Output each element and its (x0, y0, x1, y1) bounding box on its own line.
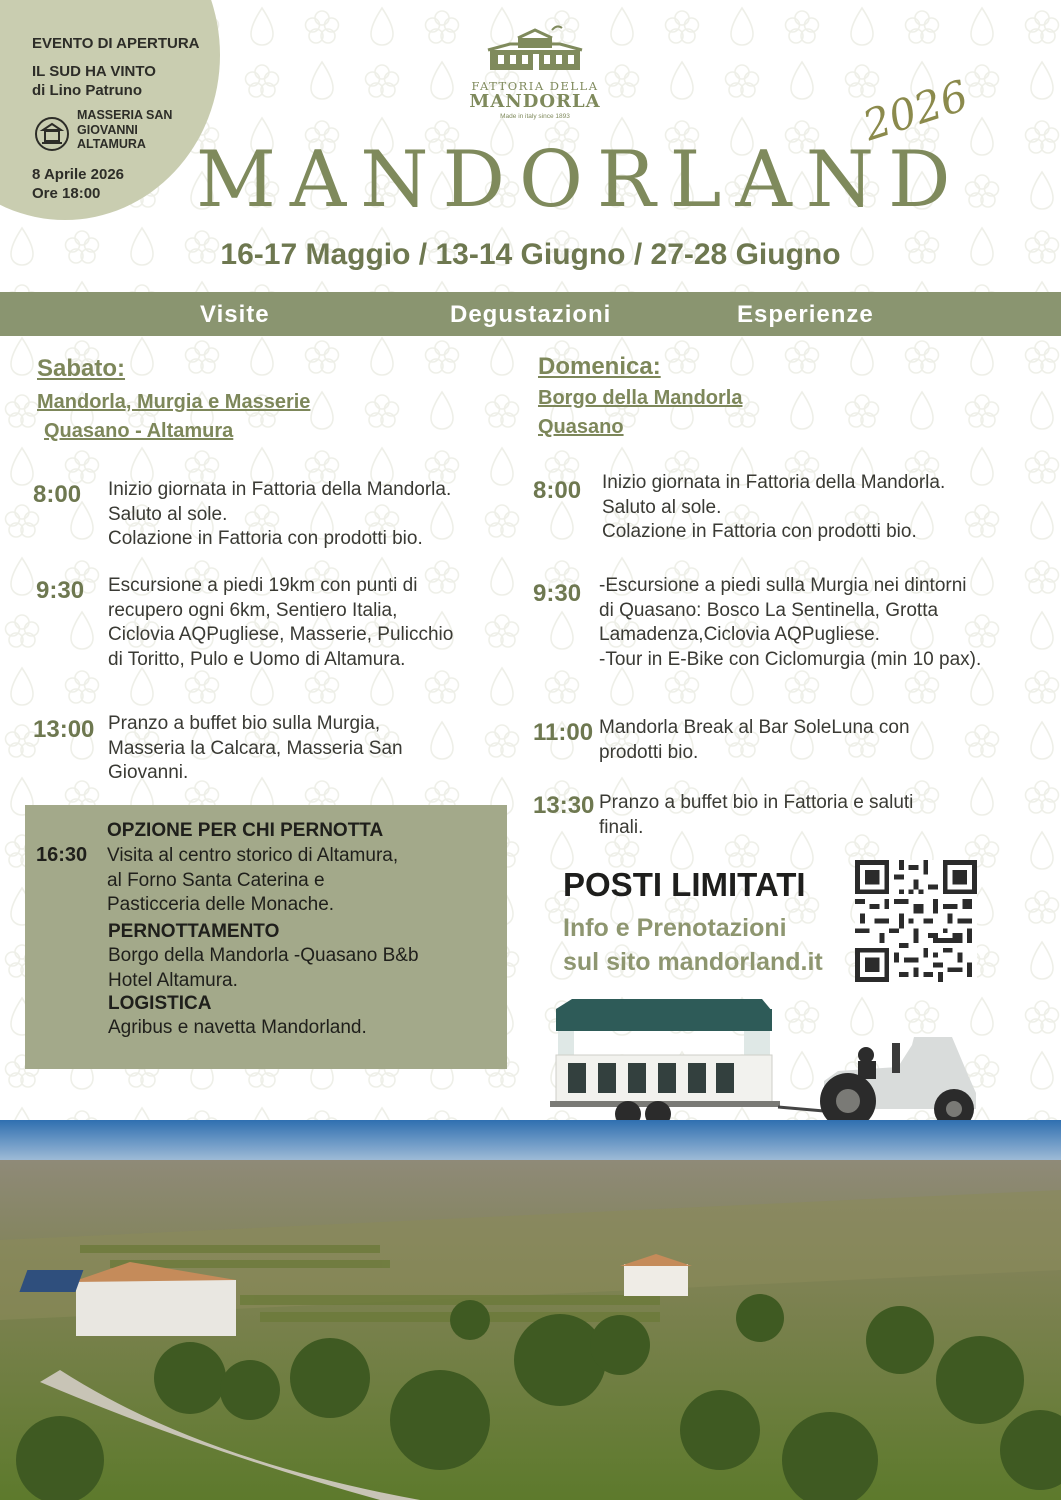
saturday-theme: Mandorla, Murgia e Masserie (37, 391, 311, 413)
logistica-text: Agribus e navetta Mandorland. (108, 1017, 367, 1038)
logistica-heading: LOGISTICA (108, 993, 212, 1014)
sunday-time: 8:00 (533, 477, 582, 504)
sunday-place: Quasano (538, 416, 624, 438)
saturday-place: Quasano - Altamura (44, 420, 234, 442)
venue (77, 108, 172, 152)
edition-year: 2026 (857, 70, 974, 151)
agribus-tractor-illustration (548, 997, 980, 1135)
venue-location-icon (34, 116, 70, 152)
logo-line-2: MANDORLA (469, 91, 601, 112)
farmhouse-icon (480, 24, 590, 74)
option-text: Visita al centro storico di Altamura, al Forno Santa Caterina e Pasticceria delle Monache. (107, 845, 399, 915)
farm-landscape-photo (0, 1120, 1061, 1500)
option-heading: OPZIONE PER CHI PERNOTTA (107, 820, 384, 841)
talk-author: di Lino Patruno (32, 82, 142, 99)
sunday-activity: Inizio giornata in Fattoria della Mandorla. Saluto al sole. Colazione in Fattoria con prodotti bio. (602, 472, 946, 542)
event-dates: 16-17 Maggio / 13-14 Giugno / 27-28 Giugno (220, 238, 841, 271)
booking-website-line[interactable]: sul sito mandorland.it (563, 948, 823, 976)
pernottamento-text: Borgo della Mandorla -Quasano B&b Hotel Altamura. (108, 945, 419, 991)
overnight-option-box (25, 805, 507, 1069)
saturday-time: 13:00 (33, 716, 95, 743)
logo-tagline: Made in italy since 1893 (500, 113, 570, 120)
sunday-activity: Pranzo a buffet bio in Fattoria e saluti finali. (599, 792, 914, 838)
event-date: 8 Aprile 2026 (32, 166, 124, 183)
page-title: MANDORLAND (196, 135, 965, 225)
sunday-activity: Mandorla Break al Bar SoleLuna con prodotti bio. (599, 717, 910, 763)
option-time: 16:30 (36, 844, 88, 866)
sunday-time: 11:00 (533, 719, 594, 746)
logo-line-1: FATTORIA DELLA (471, 79, 599, 93)
saturday-time: 9:30 (36, 577, 85, 604)
event-label: EVENTO DI APERTURA (32, 35, 200, 52)
venue-line-2: GIOVANNI (77, 122, 138, 137)
band-item-degustazioni: Degustazioni (450, 301, 612, 328)
saturday-activity: Escursione a piedi 19km con punti di recupero ogni 6km, Sentiero Italia, Ciclovia AQPugliese, Masserie, Pulicchio di Toritto, Pulo e Uomo di Altamura. (108, 575, 454, 670)
sunday-theme: Borgo della Mandorla (538, 387, 743, 409)
limited-seats-headline: POSTI LIMITATI (563, 866, 806, 903)
pernottamento-heading: PERNOTTAMENTO (108, 921, 280, 942)
saturday-activity: Pranzo a buffet bio sulla Murgia, Masseria la Calcara, Masseria San Giovanni. (108, 713, 403, 783)
saturday-activity: Inizio giornata in Fattoria della Mandorla. Saluto al sole. Colazione in Fattoria con prodotti bio. (108, 479, 452, 549)
booking-qr-code[interactable] (855, 860, 977, 982)
venue-line-1: MASSERIA SAN (77, 108, 173, 122)
booking-info-line: Info e Prenotazioni (563, 914, 787, 942)
sunday-activity: -Escursione a piedi sulla Murgia nei dintorni di Quasano: Bosco La Sentinella, Grotta Lamadenza,Ciclovia AQPugliese. -Tour in E-Bike con Ciclomurgia (min 10 pax). (599, 575, 982, 670)
band-item-esperienze: Esperienze (737, 301, 874, 328)
sunday-heading: Domenica: (538, 353, 661, 380)
fattoria-della-mandorla-logo (465, 24, 605, 120)
saturday-time: 8:00 (33, 481, 82, 508)
talk-title: IL SUD HA VINTO (32, 63, 156, 80)
sunday-time: 9:30 (533, 580, 582, 607)
sunday-time: 13:30 (533, 792, 595, 819)
event-time: Ore 18:00 (32, 185, 101, 202)
highlights-band (0, 292, 1061, 336)
band-item-visite: Visite (200, 301, 270, 328)
saturday-heading: Sabato: (37, 355, 126, 382)
venue-line-3: ALTAMURA (77, 137, 146, 151)
